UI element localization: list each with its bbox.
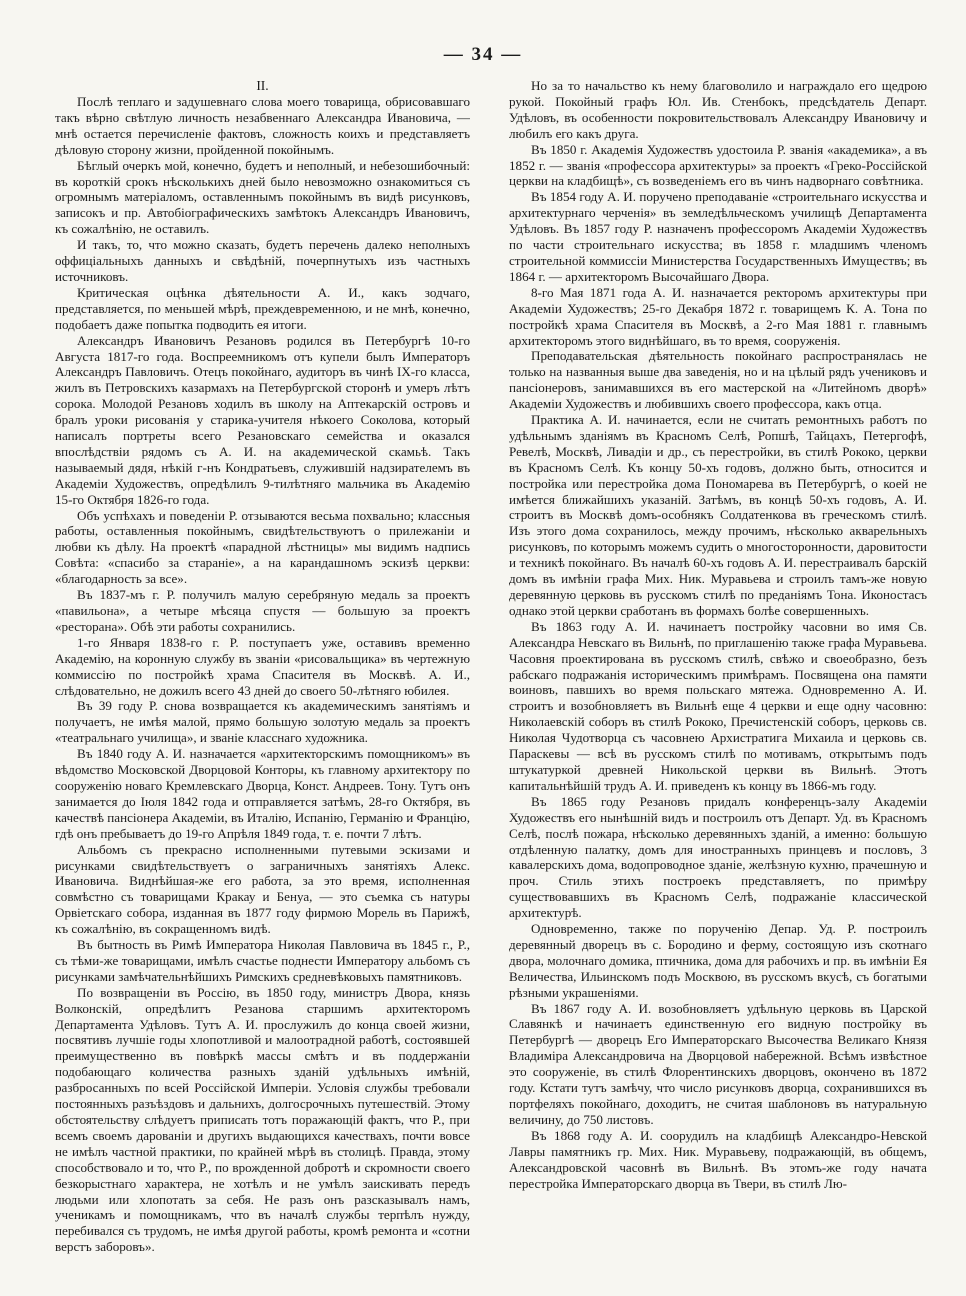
paragraph: И такъ, то, что можно сказать, будетъ перечень далеко неполныхъ оффиціальныхъ данныхъ и свѣдѣній, почерпнутыхъ изъ частныхъ источниковъ. [55, 237, 470, 284]
paragraph: Бѣглый очеркъ мой, конечно, будетъ и неполный, и небезошибочный: въ короткій срокъ нѣсколькихъ дней было невозможно ознакомиться съ огромнымъ матеріаломъ, оставленнымъ покойнымъ въ видѣ рисунковъ, записокъ и пр. Автобіографическихъ замѣтокъ Александръ Ивановичъ, къ сожалѣнію, не оставилъ. [55, 157, 470, 237]
right-column [509, 78, 927, 1286]
paragraph: Александръ Ивановичъ Резановъ родился въ Петербургѣ 10-го Августа 1817-го года. Воспреемникомъ отъ купели былъ Императоръ Александръ Павловичъ. Отецъ покойнаго, аудиторъ въ чинѣ IX-го класса, жилъ въ Петровскихъ казармахъ на Петербургской сторонѣ и умеръ лѣтъ сорока. Молодой Резановъ ходилъ въ школу на Аптекарскій островъ и бралъ уроки рисованія у старика-учителя нѣкоего Соколова, который написалъ портреты всего Резановскаго семейства и оказался впослѣдствіи рядомъ съ А. И. на академической скамьѣ. Такъ называемый дядя, нѣкій г-нъ Кондратьевъ, служившій надзирателемъ въ Академіи Художествъ, опредѣлилъ 9-тилѣтняго мальчика въ Академію 15-го Октября 1826-го года. [55, 332, 470, 507]
paragraph: Въ 1865 году Резановъ придалъ конференцъ-залу Академіи Художествъ его нынѣшній видъ и построилъ отъ Департ. Уд. въ Красномъ Селѣ, послѣ пожара, нѣсколько деревянныхъ зданій, а именно: большую отдѣленную палатку, домъ для иностранныхъ принцевъ и пословъ, 3 кавалерскихъ дома, водопроводное зданіе, желѣзную кухню, прачешную и проч. Стиль этихъ построекъ представляетъ, по примѣру существовавшихъ въ Красномъ Селѣ, подражаніе классической архитектурѣ. [509, 793, 927, 921]
paragraph: Преподавательская дѣятельность покойнаго распространялась не только на названныя выше два заведенія, но и на цѣлый рядъ учениковъ и пансіонеровъ, занимавшихся въ его мастерской на «Литейномъ дворѣ» Академіи Художествъ и любившихъ своего профессора, какъ отца. [509, 348, 927, 412]
paragraph: Въ 1863 году А. И. начинаетъ постройку часовни во имя Св. Александра Невскаго въ Вильнѣ, по приглашенію также графа Муравьева. Часовня проектирована въ русскомъ стилѣ, свѣжо и своеобразно, безъ рабскаго подражанія историческимъ примѣрамъ. Посвящена она памяти воиновъ, павшихъ во время польскаго мятежа. Одновременно А. И. строитъ и возобновляетъ въ Вильнѣ еще 4 церкви и еще одну часовню: Николаевскій соборъ въ стилѣ Рококо, Пречистенскій соборъ, церковь св. Николая Чудотворца съ часовнею Архистратига Михаила и церковь св. Параскевы — всѣ въ русскомъ стилѣ по мотивамъ, открытымъ подъ штукатуркой древней Никольской церкви въ Вильнѣ. Этотъ капитальнѣйшій трудъ А. И. приведенъ къ концу въ 1866-мъ году. [509, 618, 927, 793]
paragraph: 1-го Января 1838-го г. Р. поступаетъ уже, оставивъ временно Академію, на коронную службу въ званіи «рисовальщика» въ чертежную коммиссію по постройкѣ храма Спасителя въ Москвѣ. А. И., слѣдовательно, не дожилъ всего 43 дней до своего 50-лѣтняго юбилея. [55, 634, 470, 698]
section-heading: II. [256, 78, 269, 93]
left-column [55, 78, 470, 1286]
paragraph: Объ успѣхахъ и поведеніи Р. отзываются весьма похвально; классныя работы, оставленныя покойнымъ, свидѣтельствуютъ о прилежаніи и любви къ дѣлу. На проектѣ «парадной лѣстницы» мы видимъ надпись Совѣта: «спасибо за стараніе», а на карандашномъ эскизѣ церкви: «благодарность за все». [55, 507, 470, 587]
paragraph: Практика А. И. начинается, если не считать ремонтныхъ работъ по удѣльнымъ зданіямъ въ Красномъ Селѣ, Ропшѣ, Тайцахъ, Петергофѣ, Ревелѣ, Москвѣ, Ливадіи и др., съ перестройки, въ стилѣ Рококо, церкви въ Красномъ Селѣ. Къ концу 50-хъ годовъ, должно быть, относится и постройка или перестройка дома Пономарева въ Петербургѣ, о коей не имѣется ближайшихъ указаній. Затѣмъ, въ концѣ 50-хъ годовъ, А. И. строитъ въ Москвѣ домъ-особнякъ Солдатенкова въ греческомъ стилѣ. Изъ этого дома сохранилось, между прочимъ, нѣсколько акварельныхъ рисунковъ, по которымъ можемъ судить о многосторонности, даровитости и техникѣ покойнаго. Въ началѣ 60-хъ годовъ А. И. перестраивалъ барскій домъ въ имѣніи графа Мих. Ник. Муравьева и строилъ тамъ-же новую деревянную церковь въ русскомъ стилѣ по преданіямъ Тона. Иконостасъ однако этой церкви сработанъ въ формахъ болѣе совершенныхъ. [509, 412, 927, 618]
paragraph: По возвращеніи въ Россію, въ 1850 году, министръ Двора, князь Волконскій, опредѣлитъ Резанова старшимъ архитекторомъ Департамента Удѣловъ. Тутъ А. И. прослужилъ до конца своей жизни, посвятивъ лучшіе годы хлопотливой и малоотрадной работѣ, состоявшей преимущественно въ повѣркѣ массы смѣтъ и въ поддержаніи подобающаго количества разныхъ зданій удѣльныхъ имѣній, разбросанныхъ по всей Россійской Имперіи. Условія службы требовали постоянныхъ разъѣздовъ и дальнихъ, долгосрочныхъ путешествій. Этому обстоятельству слѣдуетъ приписать тотъ поражающій фактъ, что Р., при всемъ своемъ дарованіи и другихъ выдающихся качествахъ, почти вовсе не имѣлъ частной практики, по крайней мѣрѣ въ столицѣ. Правда, этому способствовало и то, что Р., по врожденной добротѣ и скромности своего безкорыстнаго характера, не хотѣлъ и не умѣлъ заискивать передъ людьми или хлопотать за себя. Не разъ онъ разсказывалъ намъ, ученикамъ и помощникамъ, что въ началѣ службы терпѣлъ нужду, перебивался съ трудомъ, не имѣя другой работы, кромѣ ремонта и «сотни верстъ заборовъ». [55, 984, 470, 1255]
paragraph: Въ 1854 году А. И. поручено преподаваніе «строительнаго искусства и архитектурнаго черченія» въ земледѣльческомъ училищѣ Департамента Удѣловъ. Въ 1857 году Р. назначенъ профессоромъ Академіи Художествъ по части строительнаго искусства; въ 1858 г. младшимъ членомъ строительной коммиссіи Министерства Государственныхъ Имуществъ; въ 1864 г. — архитекторомъ Высочайшаго Двора. [509, 189, 927, 284]
paragraph: Послѣ теплаго и задушевнаго слова моего товарища, обрисовавшаго такъ вѣрно свѣтлую личность незабвеннаго Александра Ивановича, — мнѣ остается перечисленіе фактовъ, сложность коихъ и представляетъ дѣловую сторону жизни, пройденной покойнымъ. [55, 94, 470, 157]
paragraph: Въ 1837-мъ г. Р. получилъ малую серебряную медаль за проектъ «павильона», а четыре мѣсяца спустя — большую за проектъ «ресторана». Обѣ эти работы сохранились. [55, 587, 470, 634]
paragraph: 8-го Мая 1871 года А. И. назначается ректоромъ архитектуры при Академіи Художествъ; 25-го Декабря 1872 г. товарищемъ К. А. Тона по постройкѣ храма Спасителя въ Москвѣ, а 2-го Мая 1881 г. главнымъ архитекторомъ этого виднѣйшаго, въ то время, сооруженія. [509, 284, 927, 348]
paragraph: Въ 1840 году А. И. назначается «архитекторскимъ помощникомъ» въ вѣдомство Московской Дворцовой Конторы, къ главному архитектору по сооруженію новаго Кремлевскаго Дворца, Конст. Андреев. Тону. Тутъ онъ занимается до Іюля 1842 года и отправляется затѣмъ, 28-го Октября, въ качествѣ пансіонера Академіи, въ Италію, Испанію, Германію и Францію, гдѣ онъ пребываетъ до 19-го Апрѣля 1849 года, т. е. почти 7 лѣтъ. [55, 746, 470, 841]
paragraph: Альбомъ съ прекрасно исполненными путевыми эскизами и рисунками свидѣтельствуетъ о заграничныхъ занятіяхъ Алекс. Ивановича. Виднѣйшая-же его работа, за это время, исполненная совмѣстно съ товарищами Кракау и Бенуа, — это съемка съ натуры Орвіетскаго собора, изданная въ 1877 году фирмою Морель въ Парижѣ, къ сожалѣнію, въ сокращенномъ видѣ. [55, 841, 470, 937]
paragraph: Но за то начальство къ нему благоволило и награждало его щедрою рукой. Покойный графъ Юл. Ив. Стенбокъ, предсѣдатель Департ. Удѣловъ, въ особенности покровительствовалъ Александру Ивановичу и любилъ его какъ друга. [509, 78, 927, 141]
paragraph: Въ бытность въ Римѣ Императора Николая Павловича въ 1845 г., Р., съ тѣми-же товарищами, имѣлъ счастье поднести Императору альбомъ съ рисунками замѣчательнѣйшихъ Римскихъ средневѣковыхъ памятниковъ. [55, 937, 470, 984]
paragraph: Въ 1867 году А. И. возобновляетъ удѣльную церковь въ Царской Славянкѣ и начинаетъ единственную его видную постройку въ Петербургѣ — дворецъ Его Императорскаго Высочества Великаго Князя Владиміра Александровича на Дворцовой набережной. Всѣмъ извѣстное это сооруженіе, въ стилѣ Флорентинскихъ дворцовъ, окончено въ 1872 году. Кстати тутъ замѣчу, что число рисунковъ дворца, сохранившихся въ портфеляхъ покойнаго, доходитъ, не считая шаблоновъ въ натуральную величину, до 750 листовъ. [509, 1000, 927, 1127]
paragraph: Въ 39 году Р. снова возвращается къ академическимъ занятіямъ и получаетъ, не имѣя малой, прямо большую золотую медаль за проектъ «театральнаго училища», и званіе класснаго художника. [55, 698, 470, 746]
paragraph: Критическая оцѣнка дѣятельности А. И., какъ зодчаго, представляется, по меньшей мѣрѣ, преждевременною, и не мнѣ, конечно, подобаетъ даже попытка подводить ея итоги. [55, 284, 470, 332]
paragraph: Одновременно, также по порученію Депар. Уд. Р. построилъ деревянный дворецъ въ с. Бородино и ферму, состоящую изъ скотнаго двора, молочнаго домика, птичника, дома для рабочихъ и пр. въ имѣніи Ея Величества, Ильинскомъ подъ Москвою, въ русскомъ вкусѣ, съ богатыми рѣзными украшеніями. [509, 921, 927, 1000]
page-number: — 34 — [443, 44, 523, 65]
paragraph: Въ 1868 году А. И. соорудилъ на кладбищѣ Александро-Невской Лавры памятникъ гр. Мих. Ник. Муравьеву, подражающій, въ общемъ, Александровской часовнѣ въ Вильнѣ. Въ этомъ-же году начата перестройка Императорскаго дворца въ Твери, въ стилѣ Лю- [509, 1127, 927, 1191]
paragraph: Въ 1850 г. Академія Художествъ удостоила Р. званія «академика», а въ 1852 г. — званія «профессора архитектуры» за проектъ «Греко-Россійской церкви на кладбищѣ», съ возведеніемъ его въ чинъ надворнаго совѣтника. [509, 141, 927, 189]
